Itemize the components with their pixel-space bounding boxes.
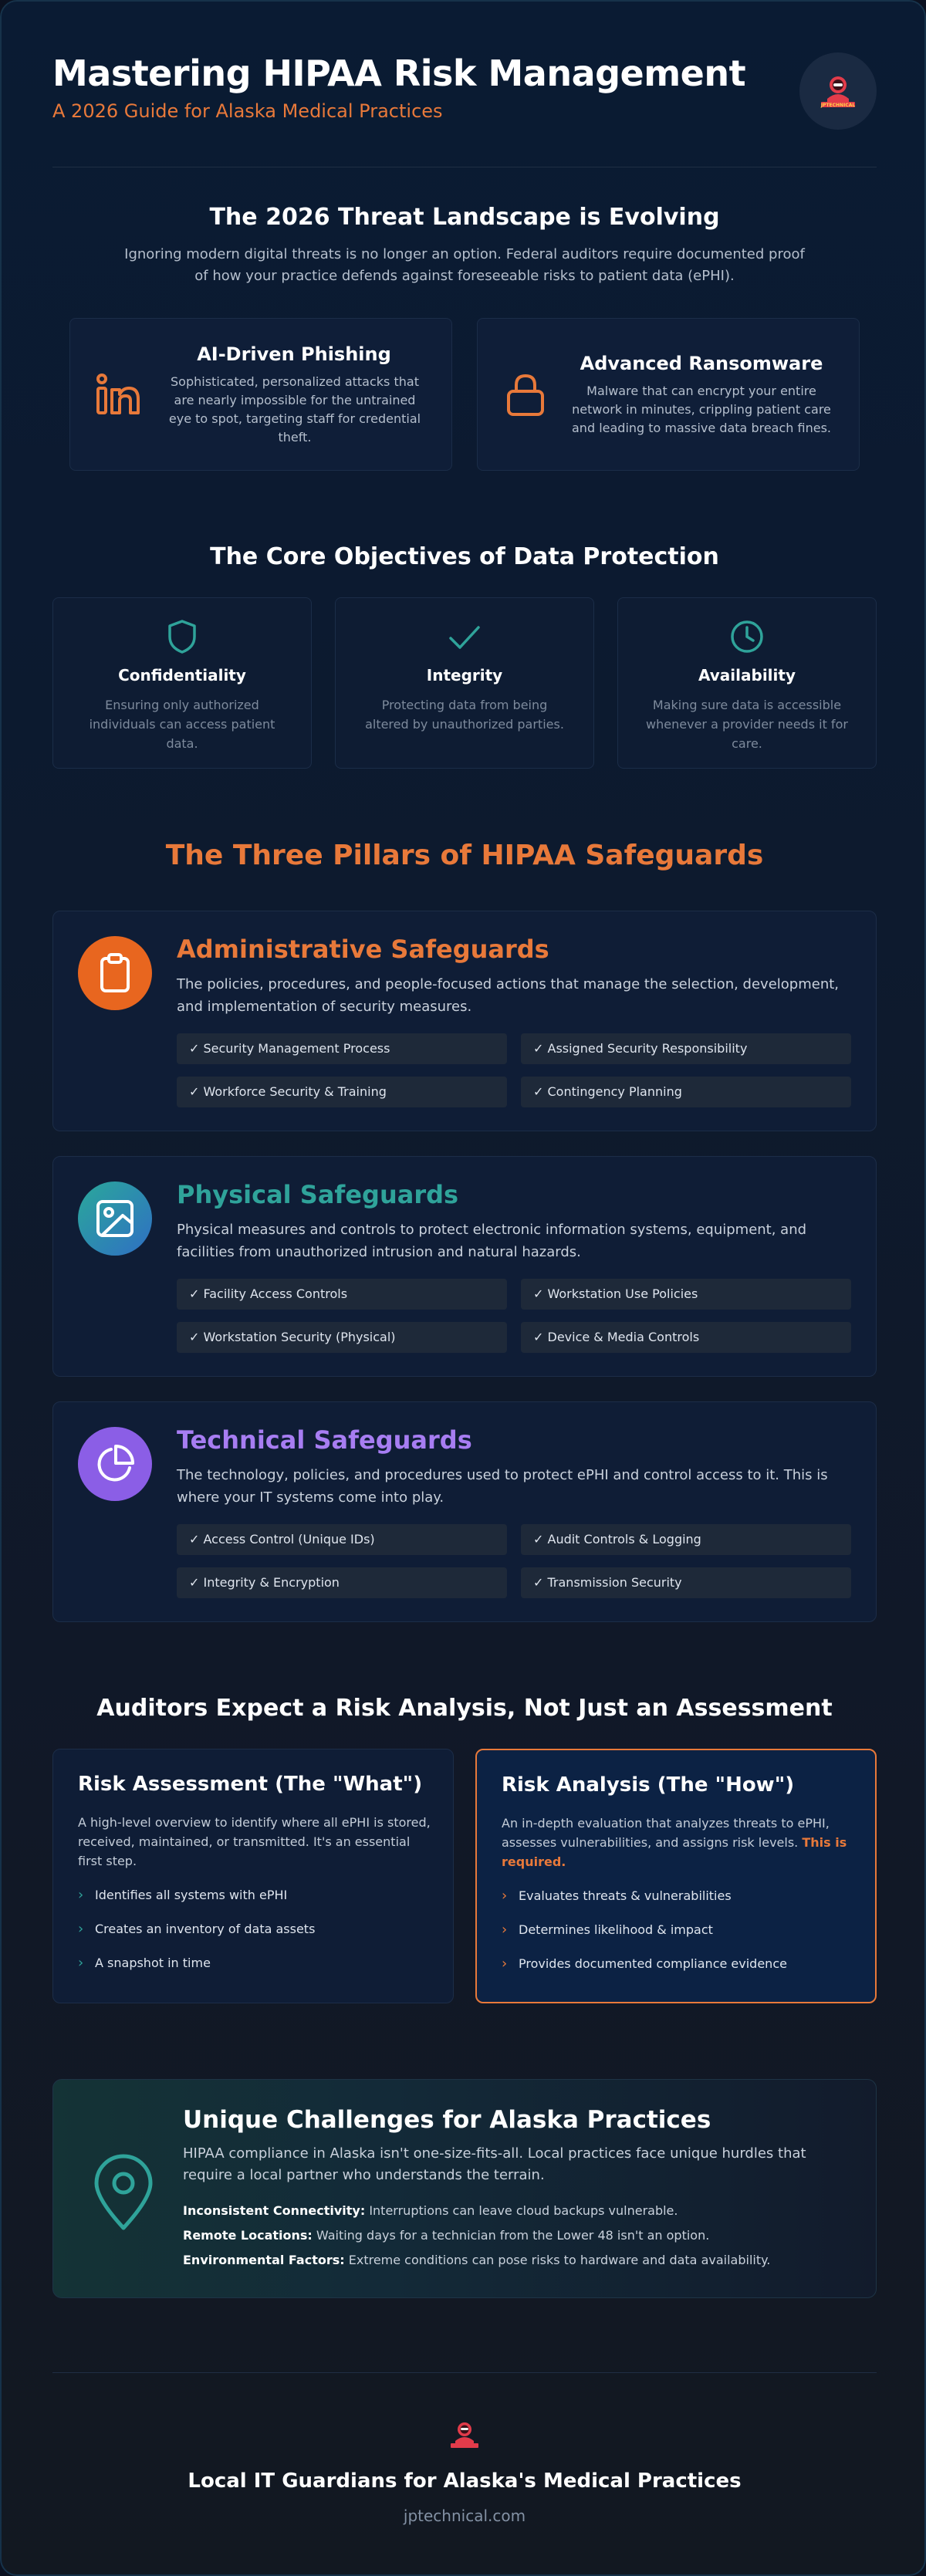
brand-logo: [799, 52, 877, 130]
pie-chart-icon: [94, 1443, 136, 1485]
chevron-right-icon: ›: [78, 1887, 84, 1903]
page-subtitle: A 2026 Guide for Alaska Medical Practices: [52, 100, 443, 122]
card-title: Risk Assessment (The "What"): [78, 1773, 423, 1796]
threats-intro: Ignoring modern digital threats is no longer an option. Federal auditors require documented proof of how your practice defends against foreseeable risks to patient data (ePHI).: [124, 246, 805, 284]
list-item: › Identifies all systems with ePHI: [78, 1887, 288, 1903]
mascot-logo-icon: [446, 2415, 483, 2453]
check-icon: [446, 618, 483, 655]
clipboard-icon: [94, 952, 136, 994]
alaska-factor: Remote Locations: Waiting days for a technician from the Lower 48 isn't an option.: [183, 2228, 710, 2243]
logo-text: JPTECHNICAL: [820, 103, 856, 108]
safeguard-chip: ✓ Integrity & Encryption: [177, 1567, 507, 1598]
list-item: › Creates an inventory of data assets: [78, 1921, 316, 1937]
pillar-title: Technical Safeguards: [177, 1425, 472, 1455]
alaska-factor: Environmental Factors: Extreme conditions can pose risks to hardware and data availability.: [183, 2253, 771, 2267]
map-pin-icon: [89, 2154, 158, 2231]
shield-icon: [164, 618, 201, 655]
list-item: › Evaluates threats & vulnerabilities: [502, 1888, 732, 1904]
alaska-challenges-panel: [52, 2079, 877, 2298]
safeguard-chip: ✓ Transmission Security: [521, 1567, 851, 1598]
chevron-right-icon: ›: [502, 1888, 508, 1904]
header: [52, 49, 877, 134]
required-emphasis: This is required.: [502, 1835, 847, 1869]
objective-title: Confidentiality: [118, 666, 246, 685]
list-item: › Provides documented compliance evidence: [502, 1956, 787, 1972]
safeguard-chip: ✓ Facility Access Controls: [177, 1279, 507, 1310]
safeguard-chip: ✓ Access Control (Unique IDs): [177, 1524, 507, 1555]
pillar-desc: The policies, procedures, and people-focused actions that manage the selection, development, and implementation of security measures.: [177, 976, 840, 1015]
chevron-right-icon: ›: [502, 1922, 508, 1938]
objective-card-integrity: [335, 597, 594, 769]
safeguard-chip: ✓ Device & Media Controls: [521, 1322, 851, 1353]
alaska-desc: HIPAA compliance in Alaska isn't one-size-fits-all. Local practices face unique hurdles that require a local partner who understands the terrain.: [183, 2145, 806, 2183]
pillar-title: Administrative Safeguards: [177, 935, 549, 964]
pillar-desc: The technology, policies, and procedures used to protect ePHI and control access to it. This is where your IT systems come into play.: [177, 1467, 828, 1506]
safeguard-chip: ✓ Contingency Planning: [521, 1077, 851, 1107]
chevron-right-icon: ›: [78, 1955, 84, 1971]
list-item: › A snapshot in time: [78, 1955, 211, 1971]
card-title: Risk Analysis (The "How"): [502, 1773, 795, 1797]
safeguard-chip: ✓ Audit Controls & Logging: [521, 1524, 851, 1555]
threat-title: Advanced Ransomware: [580, 353, 823, 374]
pillar-badge: [78, 936, 152, 1010]
page-title: Mastering HIPAA Risk Management: [52, 52, 746, 94]
linkedin-icon: [93, 370, 143, 419]
mascot-logo-icon: [815, 68, 861, 114]
footer-url[interactable]: jptechnical.com: [403, 2507, 526, 2525]
safeguard-chip: ✓ Assigned Security Responsibility: [521, 1033, 851, 1064]
pillar-physical: [52, 1156, 877, 1377]
objectives-title: The Core Objectives of Data Protection: [210, 543, 719, 570]
lock-icon: [501, 370, 550, 419]
pillar-badge: [78, 1182, 152, 1256]
objective-card-availability: [617, 597, 877, 769]
objective-card-confidentiality: [52, 597, 312, 769]
analysis-title: Auditors Expect a Risk Analysis, Not Just an Assessment: [96, 1695, 833, 1722]
threat-card-phishing: [69, 318, 452, 471]
pillar-badge: [78, 1427, 152, 1501]
image-icon: [94, 1198, 136, 1239]
pillar-administrative: [52, 911, 877, 1131]
threat-card-ransomware: [477, 318, 860, 471]
safeguard-chip: ✓ Workstation Security (Physical): [177, 1322, 507, 1353]
threats-title: The 2026 Threat Landscape is Evolving: [209, 204, 720, 231]
chevron-right-icon: ›: [502, 1956, 508, 1972]
divider: [52, 2372, 877, 2373]
pillars-title: The Three Pillars of HIPAA Safeguards: [165, 840, 764, 871]
pillar-technical: [52, 1401, 877, 1622]
alaska-factor: Inconsistent Connectivity: Interruptions can leave cloud backups vulnerable.: [183, 2203, 678, 2218]
threat-title: AI-Driven Phishing: [197, 343, 391, 365]
safeguard-chip: ✓ Security Management Process: [177, 1033, 507, 1064]
list-item: › Determines likelihood & impact: [502, 1922, 713, 1938]
objective-desc: Ensuring only authorized individuals can access patient data.: [89, 698, 275, 751]
objective-title: Availability: [698, 666, 796, 685]
card-desc: A high-level overview to identify where all ePHI is stored, received, maintained, or transmitted. It's an essential first step.: [78, 1815, 431, 1868]
objective-title: Integrity: [426, 666, 503, 685]
pillar-desc: Physical measures and controls to protect electronic information systems, equipment, and facilities from unauthorized intrusion and natural hazards.: [177, 1222, 807, 1260]
clock-icon: [728, 618, 765, 655]
safeguard-chip: ✓ Workforce Security & Training: [177, 1077, 507, 1107]
threat-desc: Sophisticated, personalized attacks that are nearly impossible for the untrained eye to spot, targeting staff for credential theft.: [168, 374, 421, 445]
risk-assessment-card: [52, 1749, 454, 2003]
safeguard-chip: ✓ Workstation Use Policies: [521, 1279, 851, 1310]
objective-desc: Making sure data is accessible whenever a provider needs it for care.: [646, 698, 848, 751]
chevron-right-icon: ›: [78, 1921, 84, 1937]
pillar-title: Physical Safeguards: [177, 1180, 459, 1209]
alaska-title: Unique Challenges for Alaska Practices: [183, 2106, 711, 2134]
objective-desc: Protecting data from being altered by unauthorized parties.: [365, 698, 564, 732]
footer-tagline: Local IT Guardians for Alaska's Medical Practices: [188, 2470, 742, 2493]
risk-analysis-card: [475, 1749, 877, 2003]
threat-desc: Malware that can encrypt your entire network in minutes, crippling patient care and leading to massive data breach fines.: [572, 384, 831, 435]
card-desc: An in-depth evaluation that analyzes threats to ePHI, assesses vulnerabilities, and assigns risk levels. This is required.: [502, 1816, 847, 1869]
